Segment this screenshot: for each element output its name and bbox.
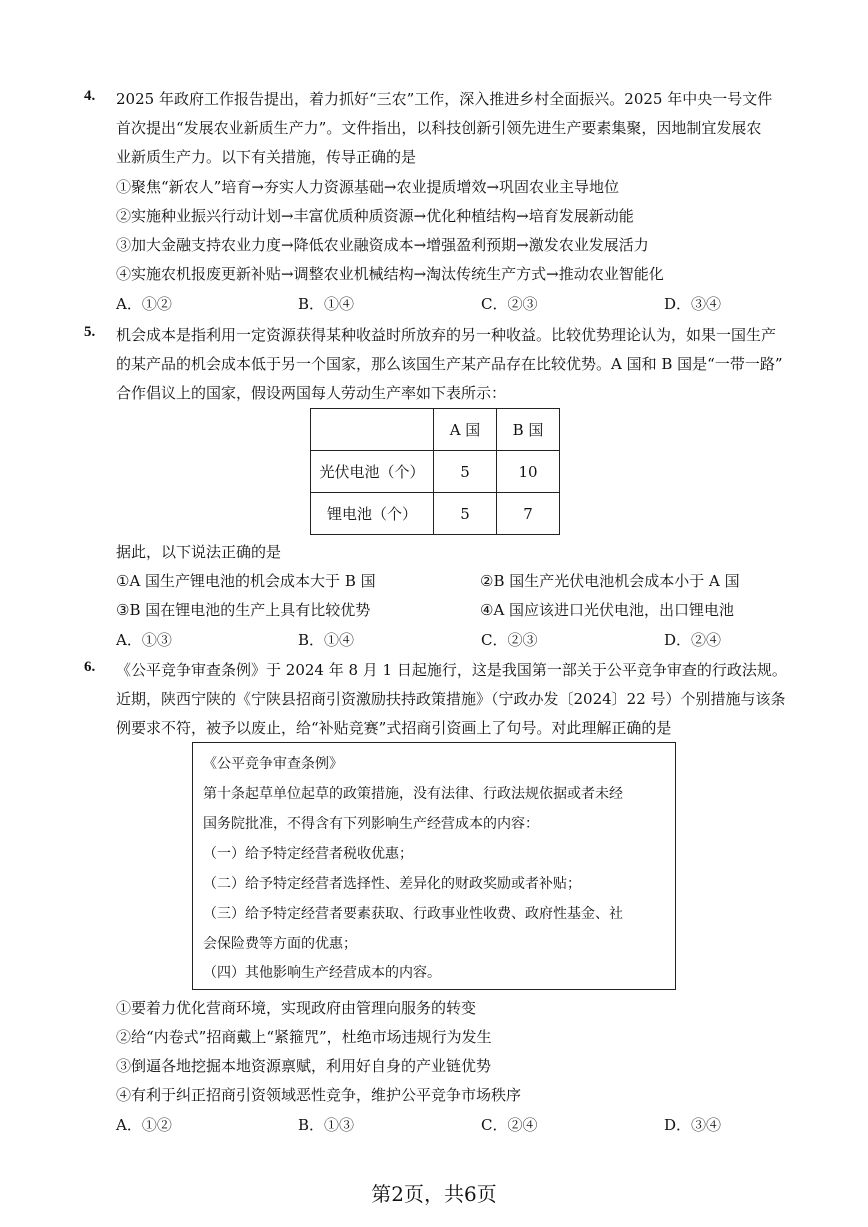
stem-line: 《公平竞争审查条例》于 2024 年 8 月 1 日起施行，这是我国第一部关于公平竞争审查的行政法规。 (116, 661, 787, 679)
table-cell: 5 (434, 493, 497, 535)
answer-options (116, 629, 726, 649)
statement-item: ①聚焦“新农人”培育→夯实人力资源基础→农业提质增效→巩固农业主导地位 (116, 178, 620, 196)
option-a: A．①③ (116, 631, 172, 649)
question-number: 5. (84, 324, 96, 340)
stem-line: 近期，陕西宁陕的《宁陕县招商引资激励扶持政策措施》（宁政办发〔2024〕22 号）个别措施与该条 (116, 690, 786, 708)
option-b: B．①③ (298, 1116, 355, 1134)
table-cell: 5 (434, 451, 497, 493)
option-b: B．①④ (298, 631, 355, 649)
stem-line: 首次提出“发展农业新质生产力”。文件指出，以科技创新引领先进生产要素集聚，因地制宜发展农 (116, 119, 762, 137)
table-cell: 光伏电池（个） (311, 451, 434, 493)
statement-item: ③B 国在锂电池的生产上具有比较优势 (116, 601, 371, 619)
option-b: B．①④ (298, 295, 355, 313)
option-d: D．②④ (664, 631, 722, 649)
table-cell: 锂电池（个） (311, 493, 434, 535)
box-line: 会保险费等方面的优惠； (203, 936, 357, 952)
option-c: C．②③ (481, 631, 538, 649)
statement-item: ④实施农机报废更新补贴→调整农业机械结构→淘汰传统生产方式→推动农业智能化 (116, 265, 664, 283)
statement-item: ①A 国生产锂电池的机会成本大于 B 国 (116, 572, 376, 590)
box-line: （二）给予特定经营者选择性、差异化的财政奖励或者补贴； (203, 876, 581, 892)
option-a: A．①② (116, 295, 172, 313)
table-header-cell (311, 409, 434, 451)
statement-item: ④有利于纠正招商引资领域恶性竞争，维护公平竞争市场秩序 (116, 1086, 522, 1104)
statement-item: ②给“内卷式”招商戴上“紧箍咒”，杜绝市场违规行为发生 (116, 1028, 492, 1046)
lead-text: 据此，以下说法正确的是 (116, 543, 282, 561)
productivity-table (310, 408, 560, 535)
answer-options (116, 1114, 726, 1134)
box-line: （四）其他影响生产经营成本的内容。 (203, 965, 441, 981)
stem-line: 合作倡议上的国家，假设两国每人劳动生产率如下表所示： (116, 384, 507, 402)
statement-item: ④A 国应该进口光伏电池，出口锂电池 (480, 601, 735, 619)
stem-line: 例要求不符，被予以废止，给“补贴竞赛”式招商引资画上了句号。对此理解正确的是 (116, 719, 672, 737)
table-header-row (311, 409, 560, 451)
box-line: （一）给予特定经营者税收优惠； (203, 846, 413, 862)
option-d: D．③④ (664, 295, 722, 313)
option-d: D．③④ (664, 1116, 722, 1134)
box-title: 《公平竞争审查条例》 (203, 756, 343, 772)
statement-item: ③加大金融支持农业力度→降低农业融资成本→增强盈利预期→激发农业发展活力 (116, 236, 649, 254)
stem-line: 业新质生产力。以下有关措施，传导正确的是 (116, 148, 417, 166)
box-line: （三）给予特定经营者要素获取、行政事业性收费、政府性基金、社 (203, 906, 623, 922)
statement-item: ③倒逼各地挖掘本地资源禀赋，利用好自身的产业链优势 (116, 1057, 492, 1075)
stem-line: 机会成本是指利用一定资源获得某种收益时所放弃的另一种收益。比较优势理论认为，如果一国生产 (116, 326, 777, 344)
table-row (311, 451, 560, 493)
stem-line: 的某产品的机会成本低于另一个国家，那么该国生产某产品存在比较优势。A 国和 B 国是“一带一路” (116, 355, 783, 373)
box-line: 第十条起草单位起草的政策措施，没有法律、行政法规依据或者未经 (203, 786, 623, 802)
statement-item: ①要着力优化营商环境，实现政府由管理向服务的转变 (116, 999, 477, 1017)
answer-options (116, 293, 726, 313)
regulation-excerpt-box (192, 742, 676, 990)
statement-item: ②B 国生产光伏电池机会成本小于 A 国 (480, 572, 740, 590)
box-line: 国务院批准，不得含有下列影响生产经营成本的内容： (203, 816, 539, 832)
question-number: 6. (84, 659, 96, 675)
table-cell: 10 (497, 451, 560, 493)
table-header-cell: B 国 (497, 409, 560, 451)
option-a: A．①② (116, 1116, 172, 1134)
table-header-cell: A 国 (434, 409, 497, 451)
option-c: C．②③ (481, 295, 538, 313)
question-number: 4. (84, 88, 96, 104)
statement-item: ②实施种业振兴行动计划→丰富优质种质资源→优化种植结构→培育发展新动能 (116, 207, 634, 225)
table-cell: 7 (497, 493, 560, 535)
page-number: 第2页，共6页 (371, 1182, 497, 1206)
option-c: C．②④ (481, 1116, 538, 1134)
stem-line: 2025 年政府工作报告提出，着力抓好“三农”工作，深入推进乡村全面振兴。2025 年中央一号文件 (116, 90, 773, 108)
table-row (311, 493, 560, 535)
